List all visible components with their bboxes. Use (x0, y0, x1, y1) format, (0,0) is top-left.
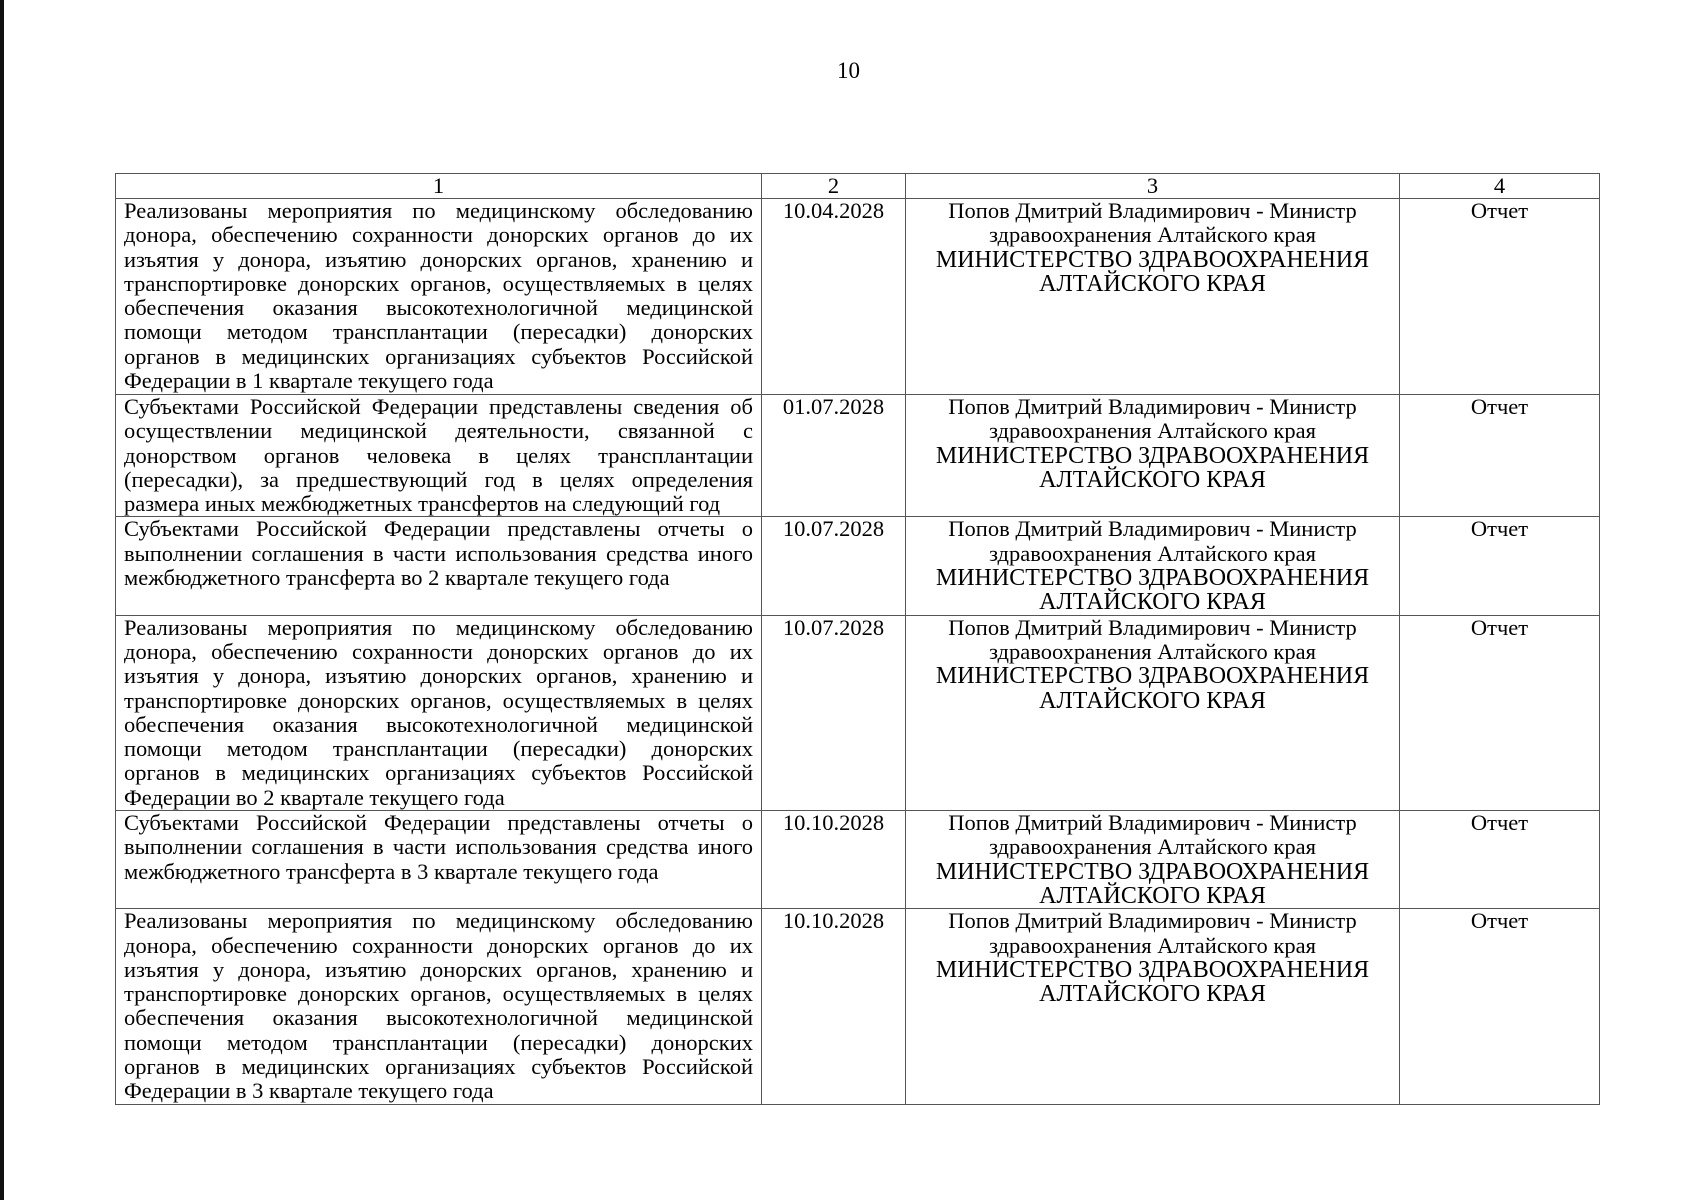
row-date: 10.07.2028 (762, 517, 906, 615)
scan-edge (0, 0, 4, 1200)
schedule-table (115, 173, 1600, 1105)
table-row (116, 811, 1600, 909)
responsible-person: Попов Дмитрий Владимирович - Министр здравоохранения Алтайского края (948, 198, 1357, 248)
row-responsible (906, 811, 1400, 909)
table-row (116, 395, 1600, 517)
row-description: Субъектами Российской Федерации представлены отчеты о выполнении соглашения в части использования средства иного межбюджетного трансферта во 2 квартале текущего года (116, 517, 762, 615)
row-date: 10.10.2028 (762, 811, 906, 909)
responsible-org: МИНИСТЕРСТВО ЗДРАВООХРАНЕНИЯ АЛТАЙСКОГО КРАЯ (935, 663, 1370, 714)
row-responsible (906, 517, 1400, 615)
row-result: Отчет (1400, 395, 1600, 517)
row-result: Отчет (1400, 199, 1600, 395)
responsible-org: МИНИСТЕРСТВО ЗДРАВООХРАНЕНИЯ АЛТАЙСКОГО КРАЯ (935, 858, 1370, 909)
row-responsible (906, 199, 1400, 395)
row-description: Реализованы мероприятия по медицинскому обследованию донора, обеспечению сохранности донорских органов до их изъятия у донора, изъятию донорских органов, хранению и транспортировке донорских органов, осуществляемых в целях обеспечения оказания высокотехнологичной медицинской помощи методом трансплантации (пересадки) донорских органов в медицинских организациях субъектов Российской Федерации в 3 квартале текущего года (116, 909, 762, 1104)
responsible-person: Попов Дмитрий Владимирович - Министр здравоохранения Алтайского края (948, 394, 1357, 444)
responsible-org: МИНИСТЕРСТВО ЗДРАВООХРАНЕНИЯ АЛТАЙСКОГО КРАЯ (935, 565, 1370, 616)
column-header-3: 3 (906, 174, 1400, 199)
row-description: Реализованы мероприятия по медицинскому обследованию донора, обеспечению сохранности донорских органов до их изъятия у донора, изъятию донорских органов, хранению и транспортировке донорских органов, осуществляемых в целях обеспечения оказания высокотехнологичной медицинской помощи методом трансплантации (пересадки) донорских органов в медицинских организациях субъектов Российской Федерации в 1 квартале текущего года (116, 199, 762, 395)
row-result: Отчет (1400, 909, 1600, 1104)
table-row (116, 199, 1600, 395)
responsible-person: Попов Дмитрий Владимирович - Министр здравоохранения Алтайского края (948, 908, 1357, 958)
row-date: 10.04.2028 (762, 199, 906, 395)
responsible-org: МИНИСТЕРСТВО ЗДРАВООХРАНЕНИЯ АЛТАЙСКОГО КРАЯ (935, 442, 1370, 493)
row-description: Реализованы мероприятия по медицинскому обследованию донора, обеспечению сохранности донорских органов до их изъятия у донора, изъятию донорских органов, хранению и транспортировке донорских органов, осуществляемых в целях обеспечения оказания высокотехнологичной медицинской помощи методом трансплантации (пересадки) донорских органов в медицинских организациях субъектов Российской Федерации во 2 квартале текущего года (116, 615, 762, 810)
table-row (116, 517, 1600, 615)
responsible-person: Попов Дмитрий Владимирович - Министр здравоохранения Алтайского края (948, 810, 1357, 860)
responsible-org: МИНИСТЕРСТВО ЗДРАВООХРАНЕНИЯ АЛТАЙСКОГО КРАЯ (935, 956, 1370, 1008)
row-result: Отчет (1400, 517, 1600, 615)
row-responsible (906, 395, 1400, 517)
row-responsible (906, 615, 1400, 810)
row-date: 10.07.2028 (762, 615, 906, 810)
row-date: 10.10.2028 (762, 909, 906, 1104)
table-row (116, 909, 1600, 1104)
column-header-1: 1 (116, 174, 762, 199)
column-header-4: 4 (1400, 174, 1600, 199)
responsible-person: Попов Дмитрий Владимирович - Министр здравоохранения Алтайского края (948, 516, 1357, 566)
table-header-row (116, 174, 1600, 199)
row-description: Субъектами Российской Федерации представлены отчеты о выполнении соглашения в части использования средства иного межбюджетного трансферта в 3 квартале текущего года (116, 811, 762, 909)
row-description: Субъектами Российской Федерации представлены сведения об осуществлении медицинской деятельности, связанной с донорством органов человека в целях трансплантации (пересадки), за предшествующий год в целях определения размера иных межбюджетных трансфертов на следующий год (116, 395, 762, 517)
row-result: Отчет (1400, 811, 1600, 909)
responsible-org: МИНИСТЕРСТВО ЗДРАВООХРАНЕНИЯ АЛТАЙСКОГО КРАЯ (935, 246, 1370, 297)
column-header-2: 2 (762, 174, 906, 199)
table-row (116, 615, 1600, 810)
responsible-person: Попов Дмитрий Владимирович - Министр здравоохранения Алтайского края (948, 614, 1357, 664)
row-responsible (906, 909, 1400, 1104)
page-number: 10 (837, 58, 860, 83)
row-result: Отчет (1400, 615, 1600, 810)
row-date: 01.07.2028 (762, 395, 906, 517)
